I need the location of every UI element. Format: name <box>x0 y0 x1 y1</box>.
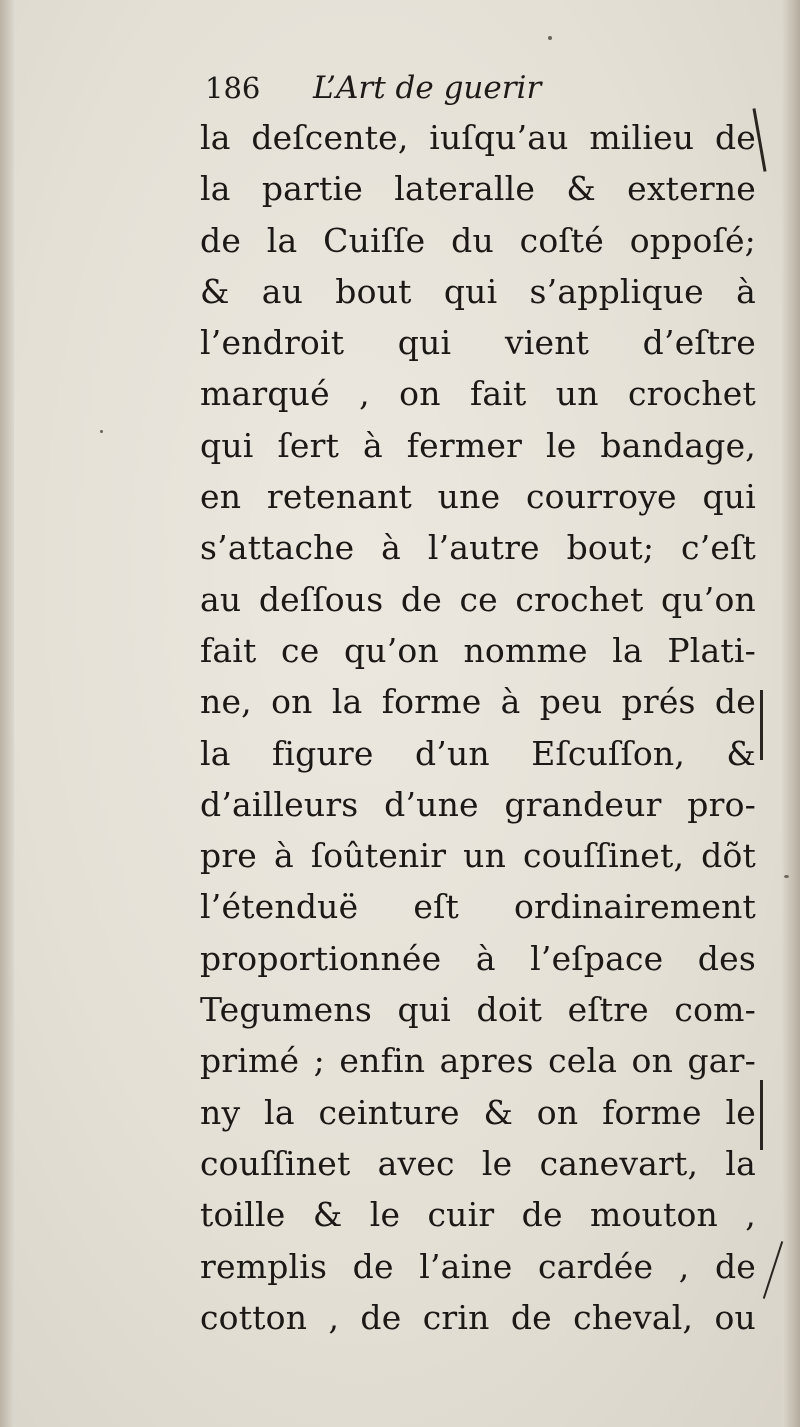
text-line: toille & le cuir de mouton , <box>200 1195 756 1235</box>
text-line: fait ce qu’on nomme la Plati- <box>200 630 756 670</box>
text-line: cotton , de crin de cheval, ou <box>200 1297 756 1337</box>
text-line: la deſcente, iuſqu’au milieu de <box>200 118 756 157</box>
margin-stroke <box>760 690 763 760</box>
page-header <box>205 68 765 108</box>
margin-stroke <box>760 1080 763 1150</box>
running-head: L’Art de guerir <box>313 70 542 106</box>
body-text <box>200 112 756 1343</box>
text-line: l’endroit qui vient d’eſtre <box>200 323 756 363</box>
text-line: marqué , on fait un crochet <box>200 374 756 414</box>
paper-speck <box>548 36 552 40</box>
page-number: 186 <box>205 71 261 105</box>
text-line: proportionnée à l’eſpace des <box>200 938 756 978</box>
margin-stroke <box>763 1241 783 1299</box>
text-line: & au bout qui s’applique à <box>200 271 756 311</box>
text-line: qui ſert à fermer le bandage, <box>200 425 756 465</box>
text-line: primé ; enfin apres cela on gar- <box>200 1041 756 1081</box>
text-line: pre à ſoûtenir un couſſinet, dõt <box>200 836 756 876</box>
text-line: s’attache à l’autre bout; c’eſt <box>200 528 756 568</box>
text-line: de la Cuiſſe du coſté oppoſé; <box>200 220 756 260</box>
text-line: en retenant une courroye qui <box>200 477 756 517</box>
page-right-edge <box>782 0 800 1427</box>
text-line: l’étenduë eſt ordinairement <box>200 887 756 927</box>
text-line: Tegumens qui doit eſtre com- <box>200 990 756 1030</box>
text-line: d’ailleurs d’une grandeur pro- <box>200 784 756 824</box>
paper-speck <box>100 430 103 433</box>
text-line: la partie lateralle & externe <box>200 169 756 209</box>
text-line: remplis de l’aine cardée , de <box>200 1246 756 1286</box>
text-line: au deſſous de ce crochet qu’on <box>200 579 756 619</box>
page-left-edge <box>0 0 14 1427</box>
paper-speck <box>784 875 789 878</box>
text-line: couſſinet avec le canevart, la <box>200 1143 756 1183</box>
text-line: la figure d’un Eſcuſſon, & <box>200 733 756 773</box>
text-line: ny la ceinture & on forme le <box>200 1092 756 1132</box>
text-line: ne, on la forme à peu prés de <box>200 682 756 722</box>
